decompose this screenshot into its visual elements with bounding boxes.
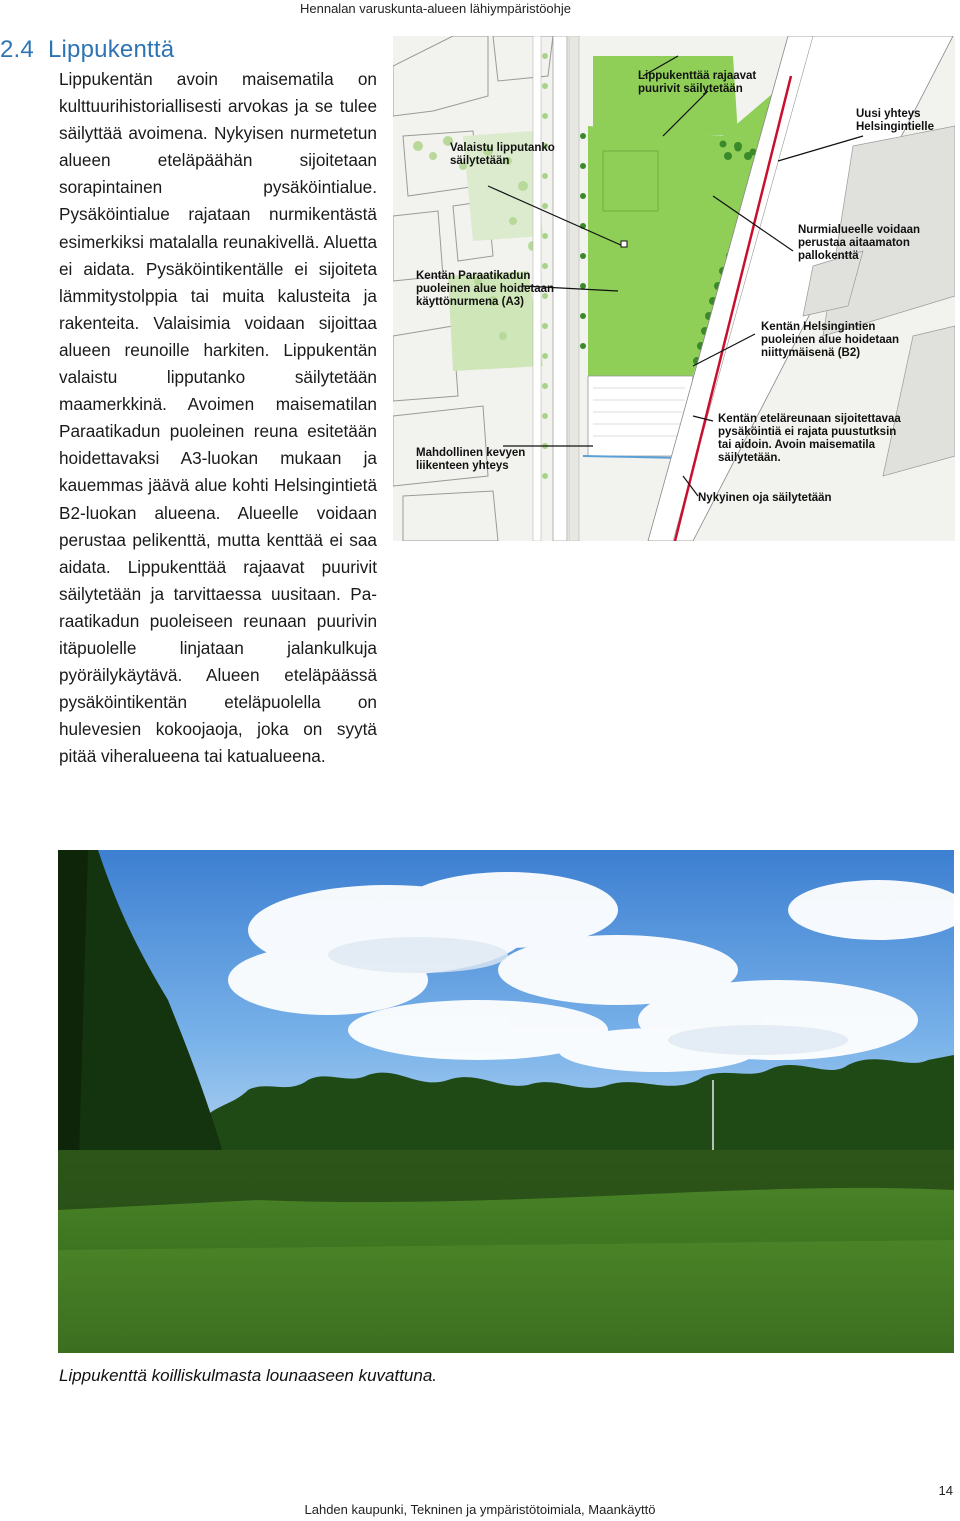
map-label-puurivit: Lippukenttää rajaavat puurivit säilytetään [638, 70, 757, 95]
body-text: Lippukentän avoin maisematila on kulttuurihistoriallisesti arvokas ja se tulee säilyttää avoimena. Nykyisen nurmetetun alueen eteläpäähän sijoitetaan sorapintainen pysäköintialue. Pysäköintialue rajataan nurmikentästä esimerkiksi matalalla reunakivellä. Aluetta ei aidata. Pysäköintikentälle ei sijoiteta lämmitystolppia tai muita kalusteita ja rakenteita. Valaisimia voidaan sijoittaa alueen reunoille harkiten. Lippukentän valaistu lipputanko säilytetään maamerkkinä. Avoimen maisematilan Paraatikadun puoleinen reuna esitetään hoidettavaksi A3-luokan mukaan ja kauemmas jäävä alue kohti Helsingintietä B2-luokan alueena. Alueelle voidaan perustaa pelikenttä, mutta kenttää ei saa aidata. Lippukenttää rajaavat puurivit säilytetään ja tarvittaessa uusitaan. Paraatikadun puoleiseen reunaan puurivin itäpuolelle linjataan jalankulkuja pyöräilykäytävä. Alueen eteläpäässä pysäköintikentän eteläpuolella on hulevesien kokoojaoja, joka on syytä pitää viheralueena tai katualueena. [59, 69, 377, 767]
map-label-oja: Nykyinen oja säilytetään [698, 492, 832, 504]
map-label-lipputanko: Valaistu lipputanko säilytetään [450, 142, 555, 167]
map-label-pallokentta: Nurmialueelle voidaan perustaa aitaamaton pallokenttä [798, 224, 921, 262]
page-header: Hennalan varuskunta-alueen lähiympäristöohje [300, 1, 572, 16]
page-footer: Lahden kaupunki, Tekninen ja ympäristötoimiala, Maankäyttö [304, 1502, 656, 1517]
map-label-b2: Kentän Helsingintien puoleinen alue hoidetaan niittymäisenä (B2) [761, 321, 900, 359]
map-label-kevyt: Mahdollinen kevyen liikenteen yhteys [416, 447, 526, 472]
section-number: 2.4 [0, 36, 34, 63]
map-label-pysakointi: Kentän eteläreunaan sijoitettavaa pysäköintiä ei rajata puustutksin tai aidoin. Avoin maisematila säilytetään. [718, 413, 901, 464]
page-number: 14 [938, 1483, 953, 1498]
landscape-photo-drawing [58, 850, 954, 1353]
photo-caption: Lippukenttä koilliskulmasta lounaaseen kuvattuna. [59, 1366, 438, 1385]
section-title: Lippukenttä [47, 36, 175, 63]
site-plan-map [393, 36, 955, 541]
map-label-yhteys: Uusi yhteys Helsingintielle [856, 108, 934, 133]
section-heading [0, 36, 174, 64]
landscape-photo [58, 850, 954, 1353]
map-label-a3: Kentän Paraatikadun puoleinen alue hoidetaan käyttönurmena (A3) [416, 270, 555, 308]
